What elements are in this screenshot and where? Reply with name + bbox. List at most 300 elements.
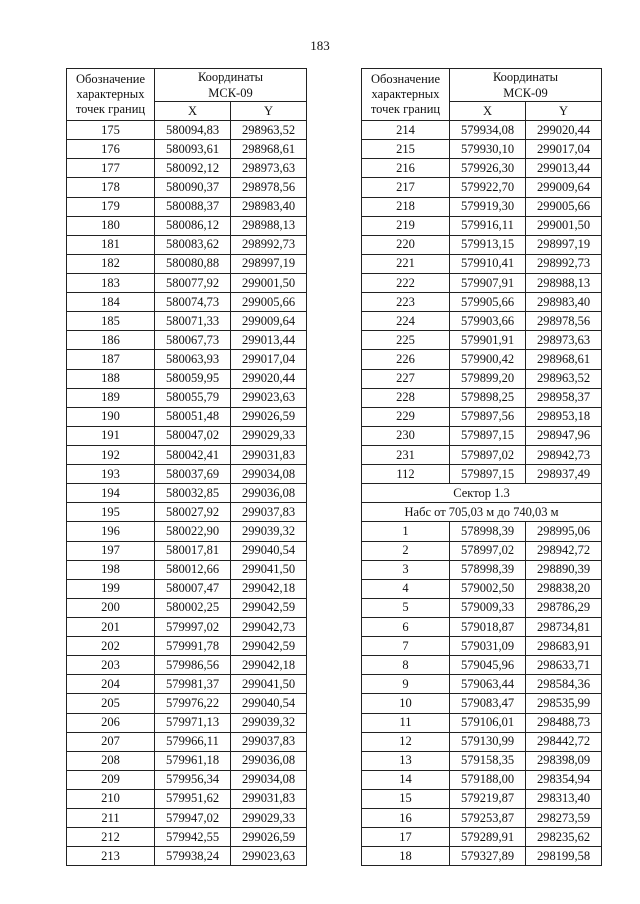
coord-x: 579897,15	[450, 465, 526, 484]
header-point-label	[362, 69, 450, 121]
coord-y: 299001,50	[526, 216, 602, 235]
coord-x: 579916,11	[450, 216, 526, 235]
header-coordinates	[450, 69, 602, 102]
point-number: 17	[362, 828, 450, 847]
point-number: 209	[67, 770, 155, 789]
table-row	[67, 407, 307, 426]
coord-y: 299017,04	[526, 140, 602, 159]
table-row	[362, 828, 602, 847]
coord-x: 579986,56	[155, 656, 231, 675]
coord-x: 579991,78	[155, 637, 231, 656]
point-number: 16	[362, 809, 450, 828]
coord-x: 579938,24	[155, 847, 231, 866]
table-row	[362, 121, 602, 140]
point-number: 205	[67, 694, 155, 713]
coord-y: 299029,33	[231, 809, 307, 828]
table-row	[362, 598, 602, 617]
table-row	[362, 522, 602, 541]
coord-y: 298273,59	[526, 809, 602, 828]
coord-x: 579083,47	[450, 694, 526, 713]
coord-x: 579905,66	[450, 293, 526, 312]
coord-y: 299005,66	[231, 293, 307, 312]
table-row	[67, 388, 307, 407]
point-number: 180	[67, 216, 155, 235]
coord-x: 579966,11	[155, 732, 231, 751]
point-number: 14	[362, 770, 450, 789]
coord-x: 579942,55	[155, 828, 231, 847]
table-row	[362, 789, 602, 808]
header-label-line: точек границ	[75, 102, 146, 117]
coord-y: 298633,71	[526, 656, 602, 675]
coord-y: 299034,08	[231, 465, 307, 484]
coord-y: 298786,29	[526, 598, 602, 617]
table-row	[67, 828, 307, 847]
coord-y: 298235,62	[526, 828, 602, 847]
table-row	[67, 713, 307, 732]
point-number: 211	[67, 809, 155, 828]
table-row	[362, 159, 602, 178]
coord-y: 299036,08	[231, 484, 307, 503]
table-row	[67, 254, 307, 273]
left-table-body	[67, 121, 307, 866]
coord-x: 580090,37	[155, 178, 231, 197]
coord-y: 298963,52	[231, 121, 307, 140]
coord-y: 299042,59	[231, 598, 307, 617]
point-number: 231	[362, 445, 450, 464]
coord-x: 579934,08	[450, 121, 526, 140]
point-number: 190	[67, 407, 155, 426]
point-number: 3	[362, 560, 450, 579]
table-row	[67, 732, 307, 751]
coord-x: 579903,66	[450, 312, 526, 331]
coord-x: 580007,47	[155, 579, 231, 598]
table-row	[67, 445, 307, 464]
coord-y: 298983,40	[231, 197, 307, 216]
coord-y: 299026,59	[231, 407, 307, 426]
coord-y: 298942,73	[526, 445, 602, 464]
point-number: 208	[67, 751, 155, 770]
table-row	[67, 598, 307, 617]
table-row	[362, 235, 602, 254]
coord-y: 299023,63	[231, 388, 307, 407]
table-row	[67, 197, 307, 216]
table-row	[362, 617, 602, 636]
coord-x: 579289,91	[450, 828, 526, 847]
sector-height-row	[362, 503, 602, 522]
table-row	[67, 503, 307, 522]
point-number: 187	[67, 350, 155, 369]
point-number: 6	[362, 617, 450, 636]
coord-x: 579930,10	[450, 140, 526, 159]
coord-x: 580037,69	[155, 465, 231, 484]
coord-x: 580051,48	[155, 407, 231, 426]
point-number: 204	[67, 675, 155, 694]
table-row	[67, 579, 307, 598]
table-row	[67, 541, 307, 560]
point-number: 202	[67, 637, 155, 656]
coord-x: 579907,91	[450, 273, 526, 292]
coord-y: 299009,64	[231, 312, 307, 331]
coord-x: 579898,25	[450, 388, 526, 407]
sector-height: Набс от 705,03 м до 740,03 м	[362, 503, 602, 522]
point-number: 189	[67, 388, 155, 407]
header-y: Y	[526, 102, 602, 121]
coord-x: 580055,79	[155, 388, 231, 407]
coord-x: 579009,33	[450, 598, 526, 617]
point-number: 8	[362, 656, 450, 675]
point-number: 221	[362, 254, 450, 273]
header-label-line: Обозначение	[370, 72, 441, 87]
coord-x: 579897,02	[450, 445, 526, 464]
coord-x: 580042,41	[155, 445, 231, 464]
coord-y: 298953,18	[526, 407, 602, 426]
table-row	[67, 159, 307, 178]
point-number: 226	[362, 350, 450, 369]
point-number: 9	[362, 675, 450, 694]
point-number: 175	[67, 121, 155, 140]
table-row	[362, 369, 602, 388]
coord-y: 298442,72	[526, 732, 602, 751]
point-number: 215	[362, 140, 450, 159]
table-row	[362, 273, 602, 292]
point-number: 181	[67, 235, 155, 254]
coord-y: 298963,52	[526, 369, 602, 388]
coord-x: 580093,61	[155, 140, 231, 159]
coord-x: 580086,12	[155, 216, 231, 235]
point-number: 196	[67, 522, 155, 541]
table-row	[362, 770, 602, 789]
table-row	[362, 675, 602, 694]
coord-x: 579018,87	[450, 617, 526, 636]
header-x: X	[155, 102, 231, 121]
header-label-line: точек границ	[370, 102, 441, 117]
point-number: 13	[362, 751, 450, 770]
table-row	[67, 273, 307, 292]
coord-y: 298968,61	[231, 140, 307, 159]
point-number: 179	[67, 197, 155, 216]
table-row	[362, 656, 602, 675]
point-number: 200	[67, 598, 155, 617]
coord-x: 579947,02	[155, 809, 231, 828]
coord-y: 299020,44	[231, 369, 307, 388]
point-number: 201	[67, 617, 155, 636]
coord-x: 579188,00	[450, 770, 526, 789]
table-row	[362, 732, 602, 751]
coord-x: 579981,37	[155, 675, 231, 694]
point-number: 186	[67, 331, 155, 350]
point-number: 217	[362, 178, 450, 197]
point-number: 15	[362, 789, 450, 808]
point-number: 213	[67, 847, 155, 866]
page-number: 183	[310, 38, 330, 53]
header-label-line: характерных	[76, 87, 145, 102]
point-number: 212	[67, 828, 155, 847]
coord-x: 580017,81	[155, 541, 231, 560]
coord-x: 579130,99	[450, 732, 526, 751]
table-row	[67, 656, 307, 675]
table-row	[362, 541, 602, 560]
coord-x: 579045,96	[450, 656, 526, 675]
point-number: 199	[67, 579, 155, 598]
point-number: 229	[362, 407, 450, 426]
coord-y: 299005,66	[526, 197, 602, 216]
sector-title: Сектор 1.3	[362, 484, 602, 503]
coord-x: 580032,85	[155, 484, 231, 503]
point-number: 195	[67, 503, 155, 522]
coord-x: 579063,44	[450, 675, 526, 694]
point-number: 176	[67, 140, 155, 159]
header-coordinates	[155, 69, 307, 102]
coord-y: 299042,73	[231, 617, 307, 636]
coord-y: 298992,73	[231, 235, 307, 254]
coord-y: 298973,63	[526, 331, 602, 350]
sector-header	[362, 484, 602, 522]
table-row	[362, 751, 602, 770]
table-row	[362, 350, 602, 369]
coord-x: 579897,56	[450, 407, 526, 426]
table-row	[67, 312, 307, 331]
table-row	[362, 216, 602, 235]
point-number: 206	[67, 713, 155, 732]
coord-x: 579913,15	[450, 235, 526, 254]
coord-y: 298983,40	[526, 293, 602, 312]
coord-y: 299034,08	[231, 770, 307, 789]
coordinates-table-right	[361, 68, 602, 866]
coord-x: 579922,70	[450, 178, 526, 197]
coord-y: 298988,13	[231, 216, 307, 235]
coord-x: 579919,30	[450, 197, 526, 216]
point-number: 185	[67, 312, 155, 331]
coord-y: 299042,59	[231, 637, 307, 656]
coord-x: 579997,02	[155, 617, 231, 636]
coord-x: 579976,22	[155, 694, 231, 713]
coord-y: 298354,94	[526, 770, 602, 789]
coord-y: 298942,72	[526, 541, 602, 560]
table-row	[362, 254, 602, 273]
table-row	[362, 426, 602, 445]
coord-y: 299013,44	[526, 159, 602, 178]
table-row	[362, 388, 602, 407]
point-number: 10	[362, 694, 450, 713]
header-label-line: характерных	[371, 87, 440, 102]
point-number: 203	[67, 656, 155, 675]
coord-y: 299026,59	[231, 828, 307, 847]
coord-y: 299040,54	[231, 541, 307, 560]
point-number: 197	[67, 541, 155, 560]
coord-y: 298947,96	[526, 426, 602, 445]
header-coord-line: МСК-09	[503, 86, 548, 100]
point-number: 219	[362, 216, 450, 235]
table-row	[67, 770, 307, 789]
coord-y: 298937,49	[526, 465, 602, 484]
header-coord-line: МСК-09	[208, 86, 253, 100]
right-table-body-b	[362, 522, 602, 866]
coord-y: 298992,73	[526, 254, 602, 273]
coord-y: 299020,44	[526, 121, 602, 140]
coord-y: 298968,61	[526, 350, 602, 369]
table-row	[67, 617, 307, 636]
table-row	[67, 560, 307, 579]
table-row	[362, 579, 602, 598]
point-number: 5	[362, 598, 450, 617]
table-row	[362, 140, 602, 159]
coord-x: 579910,41	[450, 254, 526, 273]
coord-y: 298199,58	[526, 847, 602, 866]
point-number: 112	[362, 465, 450, 484]
point-number: 194	[67, 484, 155, 503]
coord-y: 298978,56	[526, 312, 602, 331]
point-number: 207	[67, 732, 155, 751]
point-number: 177	[67, 159, 155, 178]
point-number: 7	[362, 637, 450, 656]
coord-y: 298683,91	[526, 637, 602, 656]
point-number: 191	[67, 426, 155, 445]
coord-y: 299042,18	[231, 656, 307, 675]
table-row	[67, 809, 307, 828]
point-number: 1	[362, 522, 450, 541]
table-row	[67, 847, 307, 866]
coord-y: 299039,32	[231, 713, 307, 732]
point-number: 183	[67, 273, 155, 292]
table-row	[67, 331, 307, 350]
table-row	[67, 426, 307, 445]
point-number: 182	[67, 254, 155, 273]
coord-x: 579327,89	[450, 847, 526, 866]
coord-y: 299040,54	[231, 694, 307, 713]
coord-y: 299037,83	[231, 503, 307, 522]
coord-y: 298313,40	[526, 789, 602, 808]
coord-y: 299001,50	[231, 273, 307, 292]
table-row	[67, 293, 307, 312]
coord-y: 298890,39	[526, 560, 602, 579]
header-coord-line: Координаты	[492, 70, 559, 84]
point-number: 12	[362, 732, 450, 751]
coord-x: 578998,39	[450, 522, 526, 541]
table-row	[67, 751, 307, 770]
coord-x: 580071,33	[155, 312, 231, 331]
coord-x: 578997,02	[450, 541, 526, 560]
table-row	[67, 121, 307, 140]
coord-y: 298997,19	[231, 254, 307, 273]
coord-y: 299013,44	[231, 331, 307, 350]
coord-x: 579961,18	[155, 751, 231, 770]
coord-x: 579106,01	[450, 713, 526, 732]
coord-y: 299039,32	[231, 522, 307, 541]
table-row	[67, 216, 307, 235]
table-row	[67, 675, 307, 694]
coord-x: 580059,95	[155, 369, 231, 388]
header-y: Y	[231, 102, 307, 121]
point-number: 214	[362, 121, 450, 140]
coord-x: 580083,62	[155, 235, 231, 254]
table-row	[67, 350, 307, 369]
coord-y: 299041,50	[231, 675, 307, 694]
coord-y: 298488,73	[526, 713, 602, 732]
table-row	[67, 522, 307, 541]
coord-y: 298995,06	[526, 522, 602, 541]
coord-x: 579253,87	[450, 809, 526, 828]
coord-y: 299009,64	[526, 178, 602, 197]
coord-x: 578998,39	[450, 560, 526, 579]
coord-y: 299036,08	[231, 751, 307, 770]
point-number: 2	[362, 541, 450, 560]
point-number: 222	[362, 273, 450, 292]
header-label-line: Обозначение	[75, 72, 146, 87]
point-number: 224	[362, 312, 450, 331]
point-number: 216	[362, 159, 450, 178]
coord-y: 299023,63	[231, 847, 307, 866]
coord-y: 298398,09	[526, 751, 602, 770]
coord-x: 580074,73	[155, 293, 231, 312]
point-number: 184	[67, 293, 155, 312]
table-row	[362, 465, 602, 484]
table-row	[362, 197, 602, 216]
point-number: 178	[67, 178, 155, 197]
coord-x: 580063,93	[155, 350, 231, 369]
coord-x: 579971,13	[155, 713, 231, 732]
point-number: 192	[67, 445, 155, 464]
table-row	[67, 694, 307, 713]
coord-x: 579031,09	[450, 637, 526, 656]
coord-x: 580027,92	[155, 503, 231, 522]
coord-x: 580094,83	[155, 121, 231, 140]
coord-x: 580012,66	[155, 560, 231, 579]
coord-x: 579901,91	[450, 331, 526, 350]
coord-x: 579926,30	[450, 159, 526, 178]
coord-y: 298958,37	[526, 388, 602, 407]
coord-x: 579219,87	[450, 789, 526, 808]
sector-title-row	[362, 484, 602, 503]
point-number: 11	[362, 713, 450, 732]
point-number: 188	[67, 369, 155, 388]
table-row	[362, 178, 602, 197]
point-number: 225	[362, 331, 450, 350]
coord-y: 298978,56	[231, 178, 307, 197]
table-row	[362, 847, 602, 866]
table-row	[67, 178, 307, 197]
coord-x: 579956,34	[155, 770, 231, 789]
point-number: 230	[362, 426, 450, 445]
header-coord-line: Координаты	[197, 70, 264, 84]
coord-x: 580092,12	[155, 159, 231, 178]
point-number: 210	[67, 789, 155, 808]
table-row	[362, 331, 602, 350]
table-row	[67, 369, 307, 388]
coord-x: 580080,88	[155, 254, 231, 273]
table-row	[362, 293, 602, 312]
coord-y: 298838,20	[526, 579, 602, 598]
table-row	[67, 140, 307, 159]
coord-x: 579158,35	[450, 751, 526, 770]
point-number: 193	[67, 465, 155, 484]
coord-y: 298535,99	[526, 694, 602, 713]
coord-x: 579897,15	[450, 426, 526, 445]
table-row	[362, 407, 602, 426]
coord-x: 579900,42	[450, 350, 526, 369]
coord-x: 580077,92	[155, 273, 231, 292]
coord-x: 580088,37	[155, 197, 231, 216]
point-number: 227	[362, 369, 450, 388]
right-table-body-a	[362, 121, 602, 484]
coord-y: 299017,04	[231, 350, 307, 369]
table-row	[362, 713, 602, 732]
table-row	[67, 789, 307, 808]
table-row	[67, 235, 307, 254]
coord-y: 298584,36	[526, 675, 602, 694]
coord-x: 579899,20	[450, 369, 526, 388]
coordinates-table-left	[66, 68, 307, 866]
point-number: 198	[67, 560, 155, 579]
